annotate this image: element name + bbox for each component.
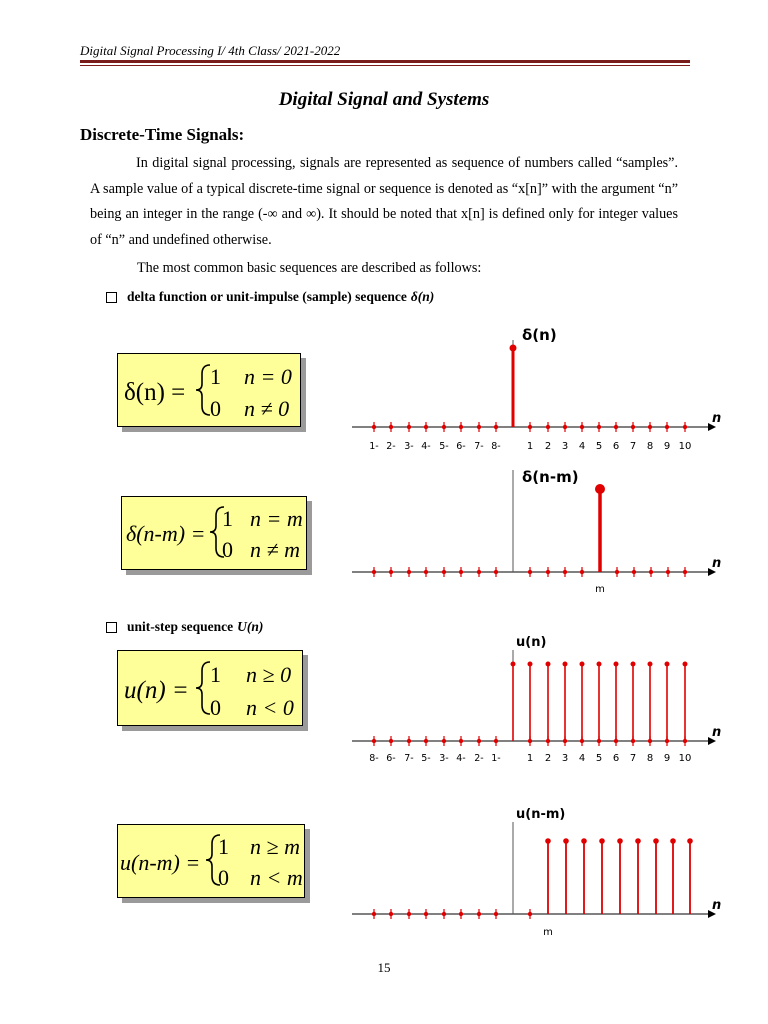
plot-step-shift-neg-1-zero-sample <box>372 912 376 916</box>
plot-delta-shift-pos-8-zero-sample <box>666 570 670 574</box>
plot-step-shift-stem-dot-5 <box>617 838 623 844</box>
formula-delta-shift-v1: 1 <box>222 506 233 531</box>
formula-delta-shift-c1: n = m <box>250 506 303 531</box>
plot-step-stem-dot-3 <box>546 662 551 667</box>
plot-delta-shift-pos-6-zero-sample <box>632 570 636 574</box>
plot-step-shift-stem-dot-2 <box>563 838 569 844</box>
plot-step-neg-7-zero-sample <box>477 739 481 743</box>
bullet-delta <box>106 289 434 305</box>
plot-delta-pos-tick-label: 3 <box>561 441 569 452</box>
plot-delta-shift-pos-3-zero-sample <box>563 570 567 574</box>
bullet-delta-symbol: δ(n) <box>410 289 435 304</box>
formula-delta <box>117 353 301 427</box>
plot-delta-pos-tick-label: 8 <box>646 441 654 452</box>
plot-delta-pos-2-zero-sample <box>546 425 550 429</box>
formula-delta-brace <box>196 365 210 415</box>
plot-delta-neg-tick-label: 3- <box>404 441 414 452</box>
bullet-step-label: unit-step sequence <box>127 619 234 634</box>
plot-step-neg-tick-label: 6- <box>386 753 396 764</box>
plot-delta-shift-neg-5-zero-sample <box>442 570 446 574</box>
plot-delta-neg-1-zero-sample <box>372 425 376 429</box>
plot-delta-pos-5-zero-sample <box>597 425 601 429</box>
formula-step-brace <box>196 662 210 714</box>
plot-step-neg-3-zero-sample <box>407 739 411 743</box>
plot-step-shift-stem-dot-9 <box>687 838 693 844</box>
plot-step-shift-neg-9-zero-sample <box>528 912 532 916</box>
plot-step-neg-tick-label: 8- <box>369 753 379 764</box>
plot-delta-neg-tick-label: 4- <box>421 441 431 452</box>
plot-delta-shift-neg-4-zero-sample <box>424 570 428 574</box>
formula-delta-lhs: δ(n) = <box>124 379 186 406</box>
plot-step-pos-tick-label: 8 <box>646 753 654 764</box>
plot-step-shift-stem-dot-3 <box>581 838 587 844</box>
plot-delta-neg-8-zero-sample <box>494 425 498 429</box>
plot-delta-stem-dot-1 <box>510 345 517 352</box>
plot-step-stem-dot-10 <box>665 662 670 667</box>
plot-delta-axis-label: n <box>712 411 722 426</box>
plot-step-neg-5-zero-sample <box>442 739 446 743</box>
plot-delta-neg-4-zero-sample <box>424 425 428 429</box>
formula-delta-v2: 0 <box>210 396 221 421</box>
formula-step-shift-v1: 1 <box>218 834 229 859</box>
plot-step-stem-dot-11 <box>683 662 688 667</box>
intro-paragraph: In digital signal processing, signals are represented as sequence of numbers called “samples”. A sample value of a typical discrete-time signal or sequence is denoted as “x[n]” with the argument “n” being an integer in the range (-∞ and ∞). It should be noted that x[n] is defined only for integer values of “n” and undefined otherwise. <box>90 155 678 248</box>
plot-delta-shift-pos-4-zero-sample <box>580 570 584 574</box>
plot-delta-pos-3-zero-sample <box>563 425 567 429</box>
plot-delta-pos-6-zero-sample <box>614 425 618 429</box>
plot-step-shift-stem-dot-8 <box>670 838 676 844</box>
plot-delta-shift-signal-label: δ(n-m) <box>522 468 579 486</box>
formula-step-shift-c2: n < m <box>250 865 303 890</box>
plot-delta-pos-4-zero-sample <box>580 425 584 429</box>
formula-step-lhs: u(n) = <box>124 677 189 704</box>
formula-step-shift-v2: 0 <box>218 865 229 890</box>
plot-delta-shift-pos-2-zero-sample <box>546 570 550 574</box>
plot-delta-pos-1-zero-sample <box>528 425 532 429</box>
plot-delta-shift-pos-9-zero-sample <box>683 570 687 574</box>
plot-step-neg-tick-label: 7- <box>404 753 414 764</box>
plot-delta-shift-pos-5-zero-sample <box>615 570 619 574</box>
plot-step-stem-dot-4 <box>563 662 568 667</box>
formula-delta-v1: 1 <box>210 364 221 389</box>
plot-delta-shift-stem-dot-1 <box>595 484 605 494</box>
formula-delta-shift-c2: n ≠ m <box>250 537 300 562</box>
plot-delta-neg-tick-label: 8- <box>491 441 501 452</box>
plot-step-stem-dot-7 <box>614 662 619 667</box>
plot-step-stem-dot-5 <box>580 662 585 667</box>
plot-step-stem-dot-6 <box>597 662 602 667</box>
formula-step-shift <box>117 824 305 898</box>
plot-delta-shift-neg-6-zero-sample <box>459 570 463 574</box>
plot-delta-pos-tick-label: 6 <box>612 441 620 452</box>
plot-step-pos-tick-label: 1 <box>526 753 534 764</box>
plot-step-signal-label: u(n) <box>516 635 547 650</box>
plot-step-neg-2-zero-sample <box>389 739 393 743</box>
plot-delta-shift-neg-2-zero-sample <box>389 570 393 574</box>
plot-delta-neg-2-zero-sample <box>389 425 393 429</box>
plot-step-shift-signal-label: u(n-m) <box>516 807 566 822</box>
plot-step-shift-stem-dot-7 <box>653 838 659 844</box>
formula-delta-shift-v2: 0 <box>222 537 233 562</box>
plot-delta-neg-tick-label: 5- <box>439 441 449 452</box>
formula-step <box>117 650 303 726</box>
plot-delta-neg-3-zero-sample <box>407 425 411 429</box>
checkbox-square-icon <box>106 622 117 633</box>
section-heading: Discrete-Time Signals: <box>80 125 245 144</box>
plot-delta-shift-neg-3-zero-sample <box>407 570 411 574</box>
plot-step-neg-4-zero-sample <box>424 739 428 743</box>
formula-step-shift-c1: n ≥ m <box>250 834 300 859</box>
plot-delta-shift <box>340 460 730 600</box>
formula-step-shift-lhs: u(n-m) = <box>120 850 201 875</box>
bullet-delta-label: delta function or unit-impulse (sample) sequence <box>127 289 407 304</box>
plot-step-shift-m-label: m <box>543 927 553 938</box>
plot-delta-pos-tick-label: 1 <box>526 441 534 452</box>
plot-step-axis-label: n <box>712 725 722 740</box>
plot-delta-neg-tick-label: 6- <box>456 441 466 452</box>
plot-delta-neg-tick-label: 2- <box>386 441 396 452</box>
plot-delta-pos-tick-label: 5 <box>595 441 603 452</box>
plot-step-shift <box>340 800 730 940</box>
plot-step-shift-stem-dot-4 <box>599 838 605 844</box>
plot-step-pos-tick-label: 7 <box>629 753 637 764</box>
plot-delta <box>340 320 730 460</box>
plot-step-neg-8-zero-sample <box>494 739 498 743</box>
plot-delta-pos-8-zero-sample <box>648 425 652 429</box>
plot-delta-neg-5-zero-sample <box>442 425 446 429</box>
plot-delta-shift-neg-8-zero-sample <box>494 570 498 574</box>
formula-delta-c1: n = 0 <box>244 364 292 389</box>
plot-step-neg-6-zero-sample <box>459 739 463 743</box>
intro-line: The most common basic sequences are described as follows: <box>137 260 482 276</box>
plot-step-neg-tick-label: 4- <box>456 753 466 764</box>
plot-delta-pos-9-zero-sample <box>665 425 669 429</box>
plot-delta-pos-tick-label: 4 <box>578 441 586 452</box>
formula-delta-c2: n ≠ 0 <box>244 396 290 421</box>
plot-delta-pos-tick-label: 7 <box>629 441 637 452</box>
formula-step-v1: 1 <box>210 662 221 687</box>
plot-delta-pos-tick-label: 2 <box>544 441 552 452</box>
plot-step-pos-tick-label: 4 <box>578 753 586 764</box>
plot-step-stem-dot-2 <box>528 662 533 667</box>
plot-step-shift-neg-7-zero-sample <box>477 912 481 916</box>
page-title: Digital Signal and Systems <box>278 89 490 110</box>
page-number: 15 <box>377 960 391 975</box>
plot-step-pos-tick-label: 6 <box>612 753 620 764</box>
plot-step-shift-stem-dot-1 <box>545 838 551 844</box>
plot-delta-pos-tick-label: 9 <box>663 441 671 452</box>
plot-step-stem-dot-8 <box>631 662 636 667</box>
plot-step-neg-tick-label: 3- <box>439 753 449 764</box>
plot-step-shift-neg-6-zero-sample <box>459 912 463 916</box>
plot-step <box>340 630 730 770</box>
plot-delta-shift-m-label: m <box>595 584 605 595</box>
plot-step-shift-neg-4-zero-sample <box>424 912 428 916</box>
plot-delta-shift-neg-7-zero-sample <box>477 570 481 574</box>
formula-delta-shift <box>121 496 307 570</box>
bullet-step-symbol: U(n) <box>237 619 264 634</box>
plot-step-shift-neg-8-zero-sample <box>494 912 498 916</box>
plot-step-neg-tick-label: 2- <box>474 753 484 764</box>
formula-step-c2: n < 0 <box>246 695 294 720</box>
plot-step-neg-1-zero-sample <box>372 739 376 743</box>
plot-delta-neg-6-zero-sample <box>459 425 463 429</box>
plot-step-shift-neg-5-zero-sample <box>442 912 446 916</box>
plot-delta-neg-tick-label: 1- <box>369 441 379 452</box>
plot-step-shift-neg-2-zero-sample <box>389 912 393 916</box>
plot-step-pos-tick-label: 2 <box>544 753 552 764</box>
plot-delta-pos-10-zero-sample <box>683 425 687 429</box>
plot-step-neg-tick-label: 5- <box>421 753 431 764</box>
plot-delta-neg-7-zero-sample <box>477 425 481 429</box>
plot-delta-shift-neg-1-zero-sample <box>372 570 376 574</box>
running-header: Digital Signal Processing I/ 4th Class/ 2021-2022 <box>80 43 341 58</box>
plot-step-pos-tick-label: 10 <box>678 753 692 764</box>
plot-step-stem-dot-9 <box>648 662 653 667</box>
bullet-step <box>106 619 263 635</box>
plot-delta-shift-pos-1-zero-sample <box>528 570 532 574</box>
header-rule-thick <box>80 60 690 63</box>
plot-step-shift-axis-label: n <box>712 898 722 913</box>
plot-delta-shift-axis-label: n <box>712 556 722 571</box>
plot-step-stem-dot-1 <box>511 662 516 667</box>
plot-step-shift-neg-3-zero-sample <box>407 912 411 916</box>
checkbox-square-icon <box>106 292 117 303</box>
plot-step-pos-tick-label: 5 <box>595 753 603 764</box>
plot-delta-shift-pos-7-zero-sample <box>649 570 653 574</box>
plot-step-shift-stem-dot-6 <box>635 838 641 844</box>
plot-delta-pos-7-zero-sample <box>631 425 635 429</box>
plot-step-pos-tick-label: 9 <box>663 753 671 764</box>
plot-delta-pos-tick-label: 10 <box>678 441 692 452</box>
formula-step-c1: n ≥ 0 <box>246 662 292 687</box>
formula-step-v2: 0 <box>210 695 221 720</box>
formula-delta-shift-lhs: δ(n-m) = <box>126 521 206 546</box>
plot-step-neg-tick-label: 1- <box>491 753 501 764</box>
plot-delta-signal-label: δ(n) <box>522 326 557 344</box>
header-rule-thin <box>80 65 690 66</box>
plot-step-pos-tick-label: 3 <box>561 753 569 764</box>
plot-delta-neg-tick-label: 7- <box>474 441 484 452</box>
